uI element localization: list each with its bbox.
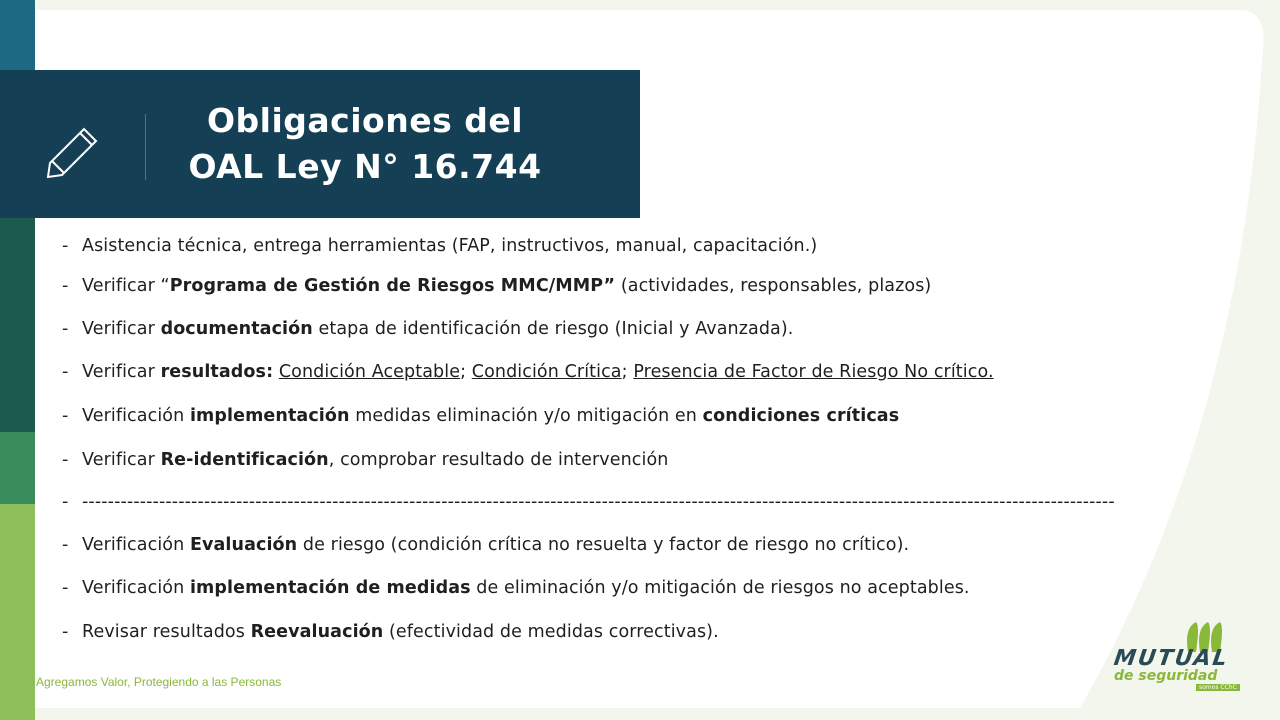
list-item-text: de riesgo (condición crítica no resuelta y factor de riesgo no crítico). <box>297 535 910 555</box>
logo-tag: somos CChC <box>1196 684 1240 691</box>
title-line-2: OAL Ley N° 16.744 <box>188 147 542 186</box>
list-item-text: Verificar <box>82 362 161 382</box>
list-item-text: Asistencia técnica, entrega herramientas (FAP, instructivos, manual, capacitación.) <box>82 236 818 256</box>
list-item-text: Revisar resultados <box>82 622 251 642</box>
list-item-text: ; <box>460 362 472 382</box>
list-item <box>62 622 719 642</box>
mutual-logo <box>1110 616 1250 692</box>
list-item-text: implementación de medidas <box>189 578 471 598</box>
logo-sub-text: de seguridad <box>1114 668 1218 684</box>
list-item-text: Verificar <box>82 450 161 470</box>
title-separator <box>145 114 146 180</box>
logo-brand-text: MUTUAL <box>1112 646 1231 671</box>
bullet-dash: - <box>62 578 69 598</box>
bullet-dash: - <box>62 622 69 642</box>
title-line-1: Obligaciones del <box>206 101 524 140</box>
list-item-text: documentación <box>160 319 313 339</box>
list-item-text: Condición Crítica <box>471 362 622 382</box>
title-banner <box>0 70 640 218</box>
list-item-text: Verificar <box>82 319 161 339</box>
list-item-text: condiciones críticas <box>702 406 900 426</box>
list-item-text: Programa de Gestión de Riesgos MMC/MMP” <box>169 276 616 296</box>
list-item-text: resultados: <box>160 362 274 382</box>
list-item <box>62 535 909 555</box>
list-item-text: Re-identificación <box>160 450 329 470</box>
list-item <box>62 276 931 296</box>
list-item-text: implementación <box>189 406 350 426</box>
list-item-text: Condición Aceptable <box>278 362 461 382</box>
list-item <box>62 406 899 426</box>
list-item <box>62 319 793 339</box>
bullet-dash: - <box>62 276 69 296</box>
list-item-text: (actividades, responsables, plazos) <box>615 276 932 296</box>
page-title <box>150 70 580 218</box>
list-item-text: ----------------------------------------------------------------------------------------------------------------------------------------------------------------- <box>82 492 1115 512</box>
list-item-text: , comprobar resultado de intervención <box>328 450 669 470</box>
list-item-text: Reevaluación <box>250 622 384 642</box>
list-item-text: ; <box>621 362 634 382</box>
bullet-dash: - <box>62 319 69 339</box>
pencil-icon <box>40 115 106 181</box>
list-item <box>62 362 994 382</box>
bullet-dash: - <box>62 362 69 382</box>
list-item-text: (efectividad de medidas correctivas). <box>383 622 719 642</box>
footer-slogan: Agregamos Valor, Protegiendo a las Personas <box>36 675 282 689</box>
list-item <box>62 492 1115 512</box>
list-item <box>62 578 970 598</box>
list-item-text: Presencia de Factor de Riesgo No crítico. <box>633 362 994 382</box>
bullet-dash: - <box>62 450 69 470</box>
list-item <box>62 450 669 470</box>
list-item-text: Evaluación <box>189 535 298 555</box>
list-item-text: Verificación <box>82 535 190 555</box>
bullet-dash: - <box>62 492 69 512</box>
list-item-text: Verificación <box>82 578 190 598</box>
bullet-dash: - <box>62 406 69 426</box>
list-item-text: de eliminación y/o mitigación de riesgos no aceptables. <box>470 578 970 598</box>
bullet-dash: - <box>62 236 69 256</box>
list-item-text: Verificar “ <box>82 276 170 296</box>
bullet-dash: - <box>62 535 69 555</box>
list-item-text: etapa de identificación de riesgo (Inicial y Avanzada). <box>312 319 794 339</box>
list-item-text: Verificación <box>82 406 190 426</box>
list-item-text: medidas eliminación y/o mitigación en <box>349 406 703 426</box>
list-item <box>62 236 817 256</box>
